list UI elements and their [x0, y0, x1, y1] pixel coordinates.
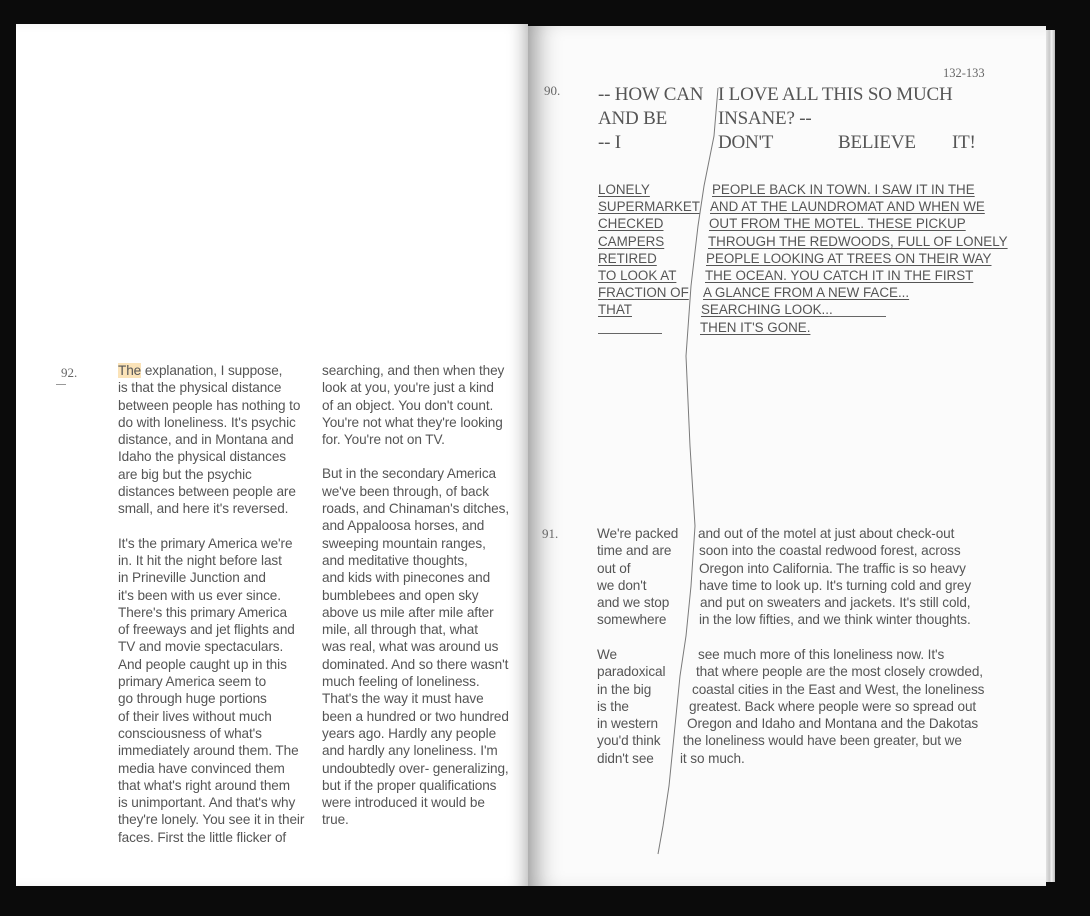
underlined-left-block [598, 181, 700, 319]
highlighted-word[interactable]: The [118, 363, 142, 378]
headline-line: AND BE [598, 108, 667, 129]
text-line: it so much. [680, 750, 745, 766]
text-line: and we stop [597, 595, 670, 611]
section-91-right-para-1 [694, 525, 971, 629]
page-range: 132-133 [943, 66, 985, 80]
left-column-1 [118, 362, 318, 846]
text-line: distances between people are [118, 484, 296, 500]
text-line: and kids with pinecones and [322, 570, 491, 586]
text-line: they're lonely. You see it in their [118, 812, 305, 828]
underlined-line: TO LOOK AT [598, 268, 677, 284]
underlined-line: CAMPERS [598, 233, 665, 249]
text-line: in Prineville Junction and [118, 570, 266, 586]
underlined-line: A GLANCE FROM A NEW FACE... [703, 285, 910, 301]
text-line: that what's right around them [118, 777, 290, 793]
underlined-right-block [700, 181, 1008, 336]
section-number-90: 90. [544, 83, 561, 98]
text-line: above us mile after mile after [322, 604, 494, 620]
text-line: it's been with us ever since. [118, 587, 281, 603]
text-line: years ago. Hardly any people [322, 725, 497, 741]
blank-rule-left [598, 333, 662, 334]
text-line: is that the physical distance [118, 380, 282, 396]
text-line: go through huge portions [118, 691, 267, 707]
text-line: roads, and Chinaman's ditches, [322, 501, 509, 517]
headline-line: INSANE? -- [718, 108, 812, 129]
text-line: that where people are the most closely crowded, [696, 664, 983, 680]
text-line: And people caught up in this [118, 656, 287, 672]
text-line: the loneliness would have been greater, but we [683, 733, 962, 749]
page-edge [1046, 30, 1055, 882]
text-line: small, and here it's reversed. [118, 501, 289, 517]
paragraph-gap [118, 518, 318, 535]
text-line: Oregon into California. The traffic is so heavy [699, 560, 966, 576]
underlined-line: THROUGH THE REDWOODS, FULL OF LONELY [708, 233, 1008, 249]
text-line: were introduced it would be [322, 795, 485, 811]
headline-line: -- HOW CAN [598, 84, 704, 105]
paragraph-gap [322, 448, 522, 465]
right-page [528, 26, 1046, 886]
text-line: we've been through, of back [322, 483, 489, 499]
text-line: undoubtedly over- generalizing, [322, 760, 509, 776]
headline-line: DON'T [718, 132, 774, 153]
text-line: We [597, 647, 617, 662]
text-line: mile, all through that, what [322, 622, 478, 638]
margin-mark [56, 384, 66, 385]
text-line: But in the secondary America [322, 466, 497, 482]
text-line: have time to look up. It's turning cold and grey [699, 577, 972, 593]
text-line: you'd think [597, 733, 661, 749]
text-line: somewhere [597, 612, 667, 628]
headline-line: I LOVE ALL THIS SO MUCH [718, 84, 953, 105]
text-line: in. It hit the night before last [118, 552, 282, 568]
section-number-92: 92. [61, 365, 78, 380]
text-line: primary America seem to [118, 674, 267, 690]
text-line: There's this primary America [118, 604, 288, 620]
text-line: distance, and in Montana and [118, 432, 294, 448]
left-column-2 [322, 362, 522, 829]
text-line: searching, and then when they [322, 363, 505, 378]
text-line: didn't see [597, 750, 654, 766]
section-number-91: 91. [542, 526, 559, 541]
text-line: and meditative thoughts, [322, 552, 468, 568]
section-91-left-para-2 [597, 646, 665, 767]
text-line: been a hundred or two hundred [322, 708, 509, 724]
underlined-line: THAT [598, 302, 632, 318]
text-line: in the low fifties, and we think winter thoughts. [699, 612, 971, 628]
text-line: TV and movie spectaculars. [118, 639, 284, 655]
text-line: for. You're not on TV. [322, 432, 445, 448]
text-line: look at you, you're just a kind [322, 380, 494, 396]
text-line: we don't [597, 577, 647, 593]
text-line: in the big [597, 681, 652, 697]
text-line: and out of the motel at just about check-out [698, 526, 955, 541]
text-line: but if the proper qualifications [322, 777, 497, 793]
section-91-right-para-2 [678, 646, 984, 767]
text-line: immediately around them. The [118, 743, 299, 759]
text-line: You're not what they're looking [322, 414, 503, 430]
text-line: and Appaloosa horses, and [322, 518, 485, 534]
text-line: media have convinced them [118, 760, 285, 776]
text-line: out of [597, 560, 631, 576]
text-line: Oregon and Idaho and Montana and the Dakotas [687, 716, 979, 732]
text-line: Idaho the physical distances [118, 449, 286, 465]
text-line: That's the way it must have [322, 691, 484, 707]
text-line: paradoxical [597, 664, 666, 680]
underlined-line: OUT FROM THE MOTEL. THESE PICKUP [709, 216, 966, 232]
text-line: dominated. And so there wasn't [322, 656, 509, 672]
text-line: is unimportant. And that's why [118, 795, 296, 811]
text-line: consciousness of what's [118, 725, 262, 741]
text-line: in western [597, 716, 658, 732]
text-line: It's the primary America we're [118, 535, 293, 551]
text-line: was real, what was around us [322, 639, 499, 655]
text-line: We're packed [597, 526, 679, 541]
text-line: of freeways and jet flights and [118, 622, 295, 638]
text-line: between people has nothing to [118, 397, 301, 413]
text-line: see much more of this loneliness now. It's [698, 647, 945, 662]
underlined-line: SUPERMARKET [598, 199, 700, 215]
blank-rule-right [828, 316, 886, 317]
text-line: of an object. You don't count. [322, 397, 494, 413]
text-line: sweeping mountain ranges, [322, 535, 486, 551]
text-line: greatest. Back where people were so spread out [689, 698, 977, 714]
text-line: are big but the psychic [118, 466, 252, 482]
text-line: much feeling of loneliness. [322, 674, 480, 690]
underlined-line: RETIRED [598, 250, 657, 266]
text-line: of their lives without much [118, 708, 272, 724]
underlined-line: PEOPLE BACK IN TOWN. I SAW IT IN THE [712, 182, 975, 197]
section-91-left-para-1 [597, 525, 678, 629]
underlined-line: PEOPLE LOOKING AT TREES ON THEIR WAY [706, 250, 992, 266]
text-line: The explanation, I suppose, [118, 363, 283, 378]
text-line: and hardly any loneliness. I'm [322, 743, 498, 759]
headline-left [598, 83, 703, 155]
text-line: bumblebees and open sky [322, 587, 479, 603]
left-page [16, 24, 528, 886]
underlined-line: THEN IT'S GONE. [700, 319, 811, 335]
underlined-line: AND AT THE LAUNDROMAT AND WHEN WE [710, 199, 985, 215]
text-line: time and are [597, 543, 672, 559]
text-line: soon into the coastal redwood forest, across [699, 543, 961, 559]
underlined-line: SEARCHING LOOK... [701, 302, 833, 318]
text-line: coastal cities in the East and West, the loneliness [692, 681, 985, 697]
text-line: is the [597, 698, 629, 714]
headline-line: -- I [598, 132, 621, 153]
headline-it: IT! [952, 132, 976, 153]
underlined-line: LONELY [598, 182, 650, 197]
text-line: and put on sweaters and jackets. It's still cold, [700, 595, 971, 611]
headline-believe: BELIEVE [838, 132, 916, 153]
headline-right [718, 83, 953, 155]
underlined-line: FRACTION OF [598, 285, 689, 301]
text-line: true. [322, 812, 349, 828]
underlined-line: CHECKED [598, 216, 664, 232]
underlined-line: THE OCEAN. YOU CATCH IT IN THE FIRST [705, 268, 974, 284]
text-line: faces. First the little flicker of [118, 829, 287, 845]
text-line: do with loneliness. It's psychic [118, 414, 296, 430]
